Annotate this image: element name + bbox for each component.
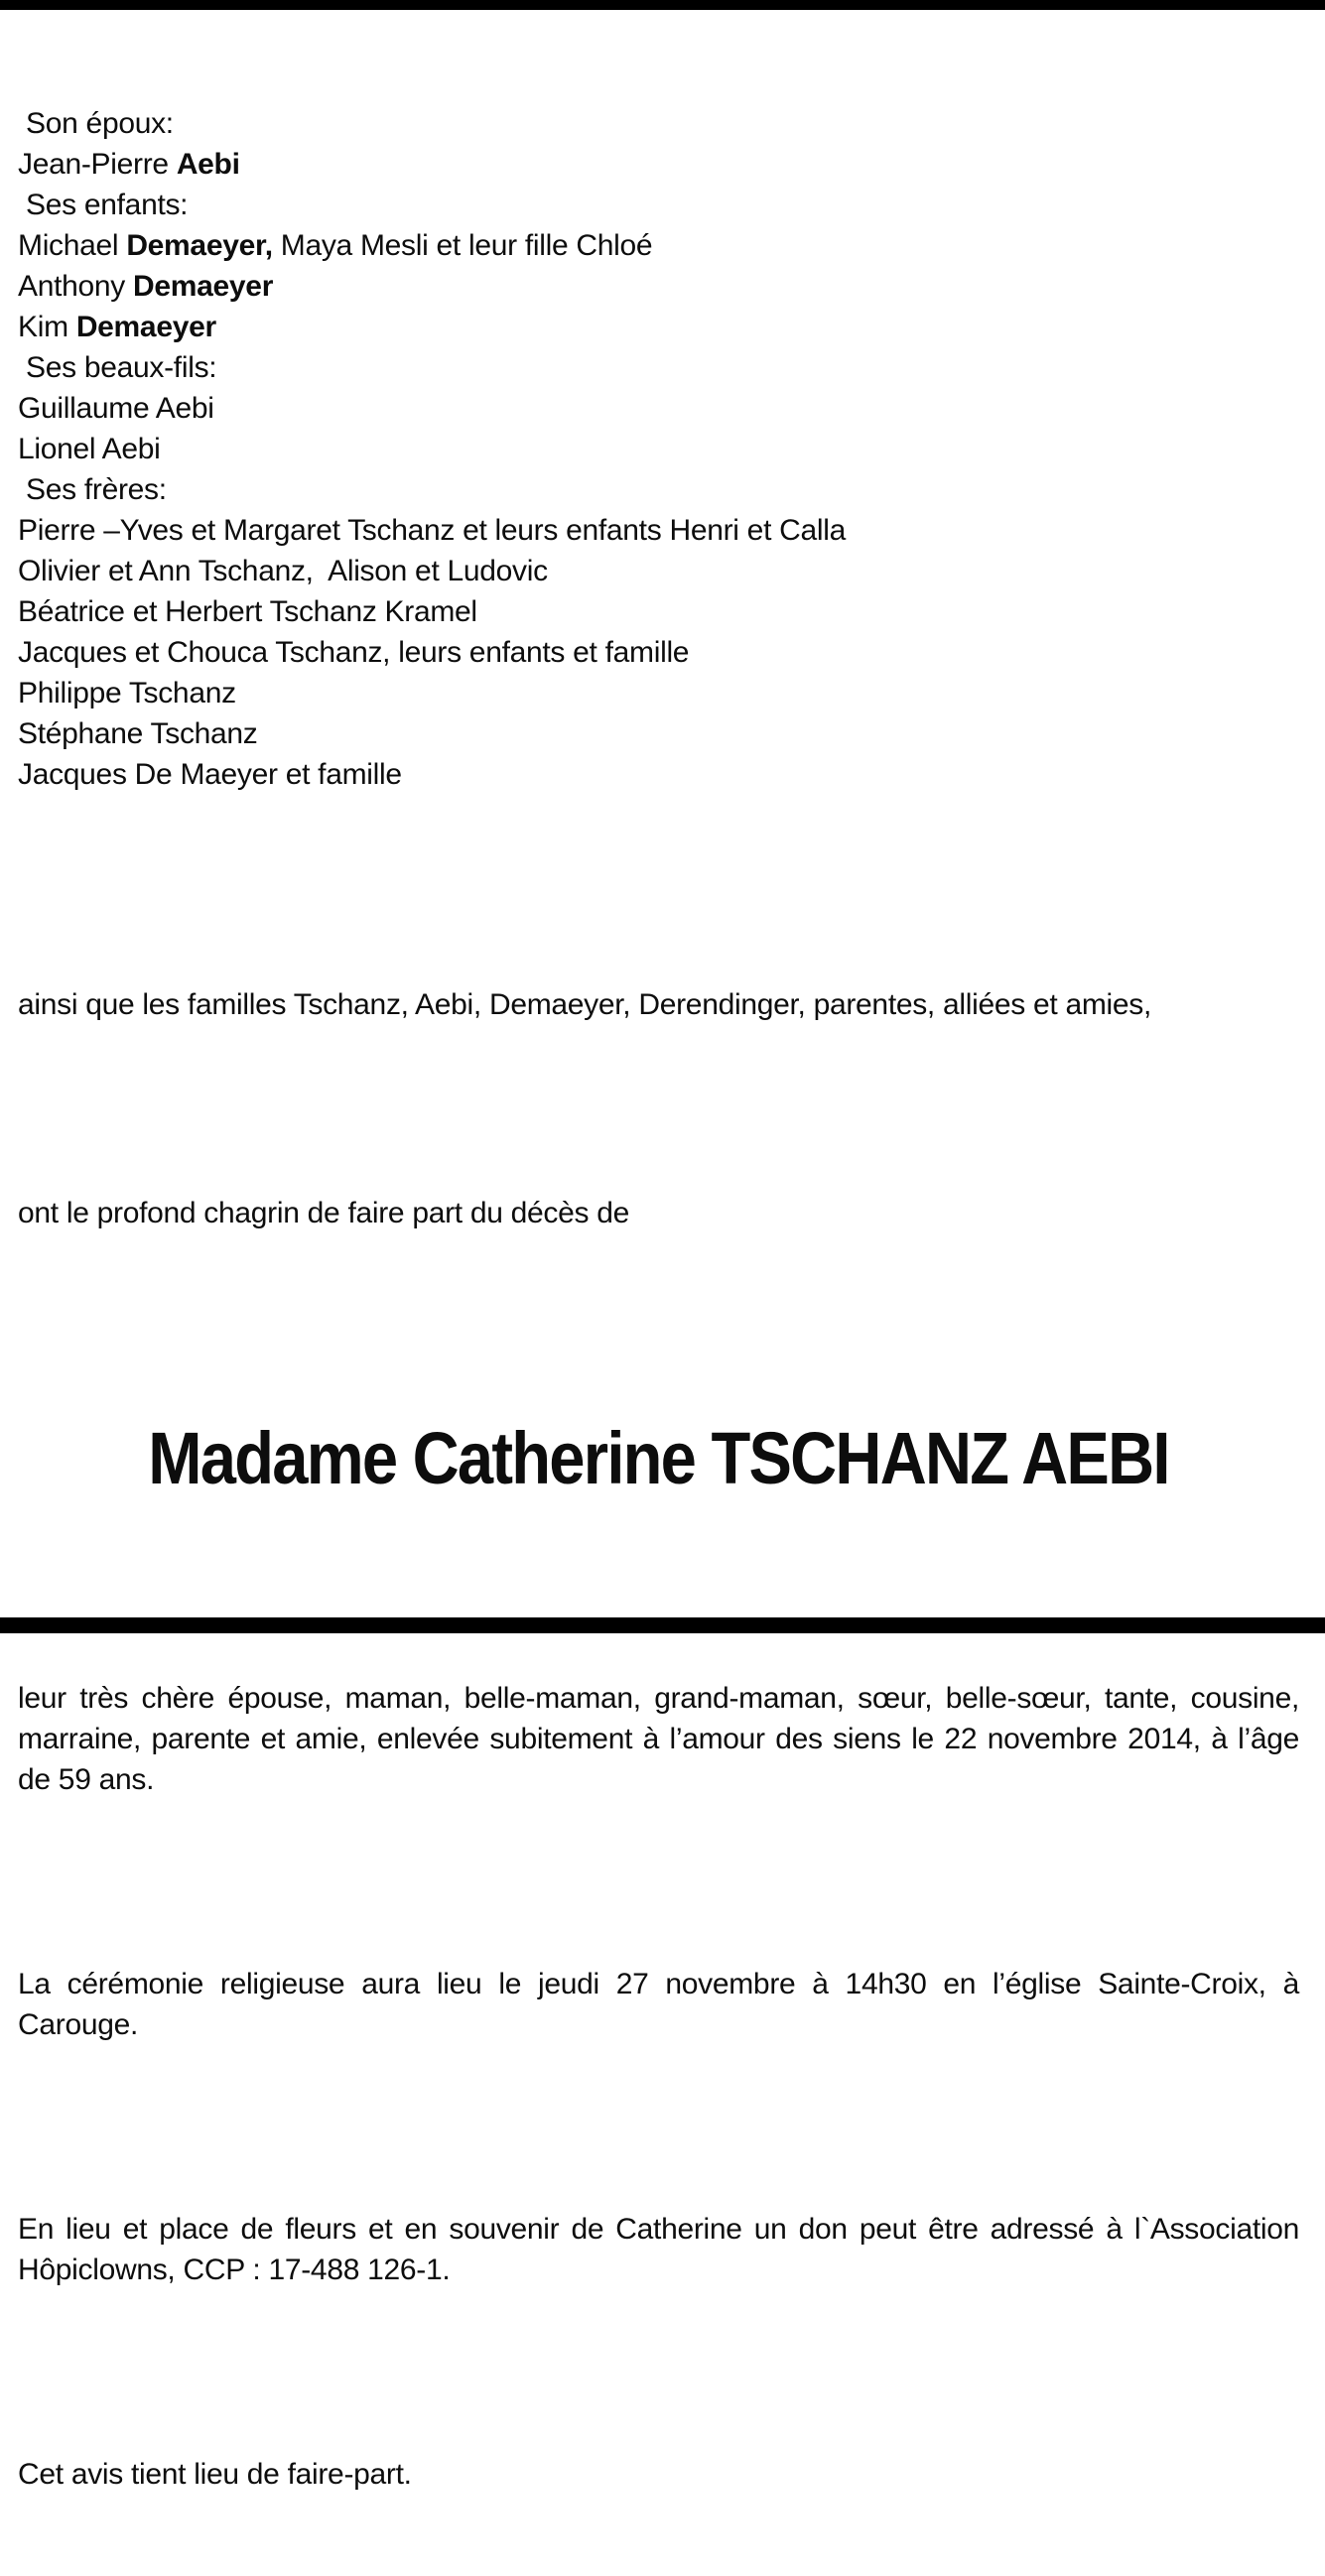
family-line-text: Ses enfants:: [18, 189, 189, 221]
top-border: [0, 0, 1325, 10]
family-line: [18, 103, 1299, 144]
family-line: [18, 551, 1299, 591]
family-line-text: Philippe Tschanz: [18, 677, 236, 709]
family-line: [18, 469, 1299, 510]
deceased-name-title: Madame Catherine TSCHANZ AEBI: [148, 1417, 1169, 1499]
family-line: [18, 347, 1299, 388]
family-list: [18, 103, 1299, 795]
family-line-text: Jean-Pierre: [18, 148, 177, 181]
family-line: [18, 266, 1299, 307]
family-line: [18, 713, 1299, 754]
families-paragraph: ainsi que les familles Tschanz, Aebi, Demaeyer, Derendinger, parentes, alliées et amies,: [18, 988, 1152, 1021]
family-line-text: Jacques De Maeyer et famille: [18, 758, 402, 791]
family-line-text: Béatrice et Herbert Tschanz Kramel: [18, 595, 477, 628]
announcement-line: ont le profond chagrin de faire part du décès de: [18, 1197, 630, 1229]
family-line-text: Ses beaux-fils:: [18, 351, 217, 384]
family-line: [18, 225, 1299, 266]
family-line: [18, 673, 1299, 713]
family-line: [18, 591, 1299, 632]
family-line-text: Kim: [18, 311, 76, 343]
family-line: [18, 429, 1299, 469]
tribute-paragraph: leur très chère épouse, maman, belle-maman, grand-maman, sœur, belle-sœur, tante, cousine, marraine, parente et amie, enlevée subitement à l’amour des siens le 22 novembre 2014, à l’âge de 59 ans.: [18, 1682, 1308, 1796]
family-line-text: Jacques et Chouca Tschanz, leurs enfants et famille: [18, 636, 690, 669]
family-line-text: Olivier et Ann Tschanz, Alison et Ludovic: [18, 555, 548, 587]
bottom-border: [0, 1617, 1325, 1633]
family-line-text: Ses frères:: [18, 473, 167, 506]
family-line-text: Pierre –Yves et Margaret Tschanz et leurs enfants Henri et Calla: [18, 514, 846, 547]
family-name-bold: Demaeyer,: [126, 229, 273, 262]
family-line-text: Michael: [18, 229, 127, 262]
family-name-bold: Demaeyer: [133, 270, 274, 303]
family-line-text: Guillaume Aebi: [18, 392, 214, 425]
ceremony-paragraph: La cérémonie religieuse aura lieu le jeudi 27 novembre à 14h30 en l’église Sainte-Croix, à Carouge.: [18, 1968, 1308, 2041]
family-line-text: Son époux:: [18, 107, 174, 140]
family-name-bold: Aebi: [176, 148, 240, 181]
family-line: [18, 632, 1299, 673]
family-line: [18, 754, 1299, 795]
family-line: [18, 307, 1299, 347]
closing-line: Cet avis tient lieu de faire-part.: [18, 2458, 412, 2491]
family-line-text: Lionel Aebi: [18, 433, 161, 465]
family-line: [18, 144, 1299, 185]
family-line: [18, 185, 1299, 225]
donation-paragraph: En lieu et place de fleurs et en souvenir de Catherine un don peut être adressé à l`Association Hôpiclowns, CCP : 17-488 126-1.: [18, 2213, 1316, 2286]
notice-content: [0, 10, 1325, 2576]
family-line-text: Anthony: [18, 270, 134, 303]
family-line-text: Stéphane Tschanz: [18, 717, 258, 750]
family-name-bold: Demaeyer: [75, 311, 216, 343]
family-line: [18, 510, 1299, 551]
family-line: [18, 388, 1299, 429]
family-line-text: Maya Mesli et leur fille Chloé: [272, 229, 653, 262]
